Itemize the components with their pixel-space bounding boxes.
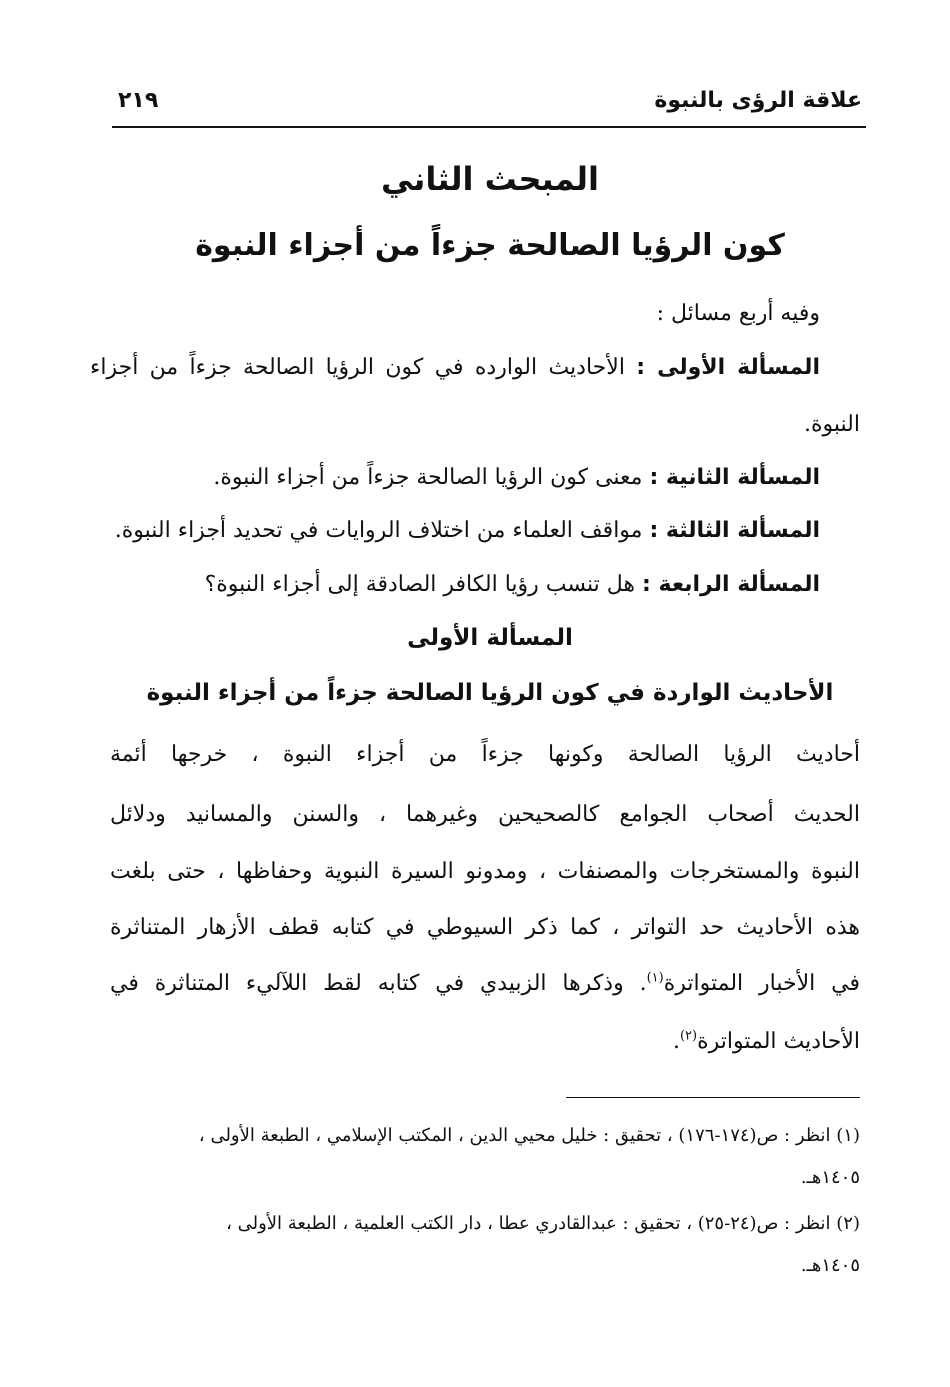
- issue-4-label: المسألة الرابعة :: [642, 572, 820, 597]
- footnote-rule: [566, 1097, 860, 1098]
- footnote-1-cont: ١٤٠٥هـ.: [800, 1167, 860, 1188]
- issue-2-label: المسألة الثانية :: [649, 465, 820, 490]
- issue-4-text: هل تنسب رؤيا الكافر الصادقة إلى أجزاء النبوة؟: [204, 572, 636, 597]
- issue-3-text: مواقف العلماء من اختلاف الروايات في تحديد أجزاء النبوة.: [114, 518, 643, 543]
- running-header: [118, 82, 862, 118]
- running-title: علاقة الرؤى بالنبوة: [654, 87, 862, 113]
- issue-3-label: المسألة الثالثة :: [649, 518, 820, 543]
- first-issue-subheading: الأحاديث الواردة في كون الرؤيا الصالحة جزءاً من أجزاء النبوة: [146, 680, 834, 706]
- body-paragraph-line: [110, 1022, 860, 1062]
- intro-text: وفيه أربع مسائل :: [656, 301, 820, 326]
- issue-1-text: الأحاديث الوارده في كون الرؤيا الصالحة جزءاً من أجزاء: [90, 355, 625, 380]
- footnote-ref-2: (٢): [679, 1028, 698, 1044]
- body-paragraph-line: أحاديث الرؤيا الصالحة وكونها جزءاً من أجزاء النبوة ، خرجها أئمة: [110, 742, 860, 767]
- body-paragraph-line: النبوة والمستخرجات والمصنفات ، ومدونو السيرة النبوية وحفاظها ، حتى بلغت: [110, 859, 860, 884]
- header-rule: [112, 126, 866, 128]
- footnote-1: (١) انظر : ص(١٧٤-١٧٦) ، تحقيق : خليل محيي الدين ، المكتب الإسلامي ، الطبعة الأولى ،: [198, 1125, 860, 1146]
- issue-1: [90, 351, 820, 385]
- body-text-segment: .: [672, 1029, 680, 1054]
- page-number: ٢١٩: [118, 87, 159, 113]
- section-subtitle: كون الرؤيا الصالحة جزءاً من أجزاء النبوة: [195, 228, 785, 263]
- issue-3: [90, 514, 820, 548]
- body-paragraph-line: الحديث أصحاب الجوامع كالصحيحين وغيرهما ، والسنن والمسانيد ودلائل: [110, 802, 860, 827]
- section-title: المبحث الثاني: [380, 160, 600, 198]
- body-text-segment: . وذكرها الزبيدي في كتابه لقط اللآليء المتناثرة في: [110, 971, 647, 996]
- body-text-segment: الأحاديث المتواترة: [697, 1029, 860, 1054]
- body-paragraph-line: [110, 964, 860, 1004]
- footnote-2-cont: ١٤٠٥هـ.: [800, 1255, 860, 1276]
- body-text-segment: في الأخبار المتواترة: [663, 971, 860, 996]
- body-paragraph-line: هذه الأحاديث حد التواتر ، كما ذكر السيوطي في كتابه قطف الأزهار المتناثرة: [110, 915, 860, 940]
- issue-1-label: المسألة الأولى :: [636, 355, 820, 380]
- issue-2-text: معنى كون الرؤيا الصالحة جزءاً من أجزاء النبوة.: [213, 465, 643, 490]
- issue-2: [90, 461, 820, 495]
- footnote-ref-1: (١): [646, 970, 664, 986]
- footnote-2: (٢) انظر : ص(٢٤-٢٥) ، تحقيق : عبدالقادري عطا ، دار الكتب العلمية ، الطبعة الأولى ،: [226, 1213, 860, 1234]
- first-issue-heading: المسألة الأولى: [407, 625, 573, 651]
- issue-4: [90, 568, 820, 602]
- issue-1-text-cont: النبوة.: [804, 412, 860, 437]
